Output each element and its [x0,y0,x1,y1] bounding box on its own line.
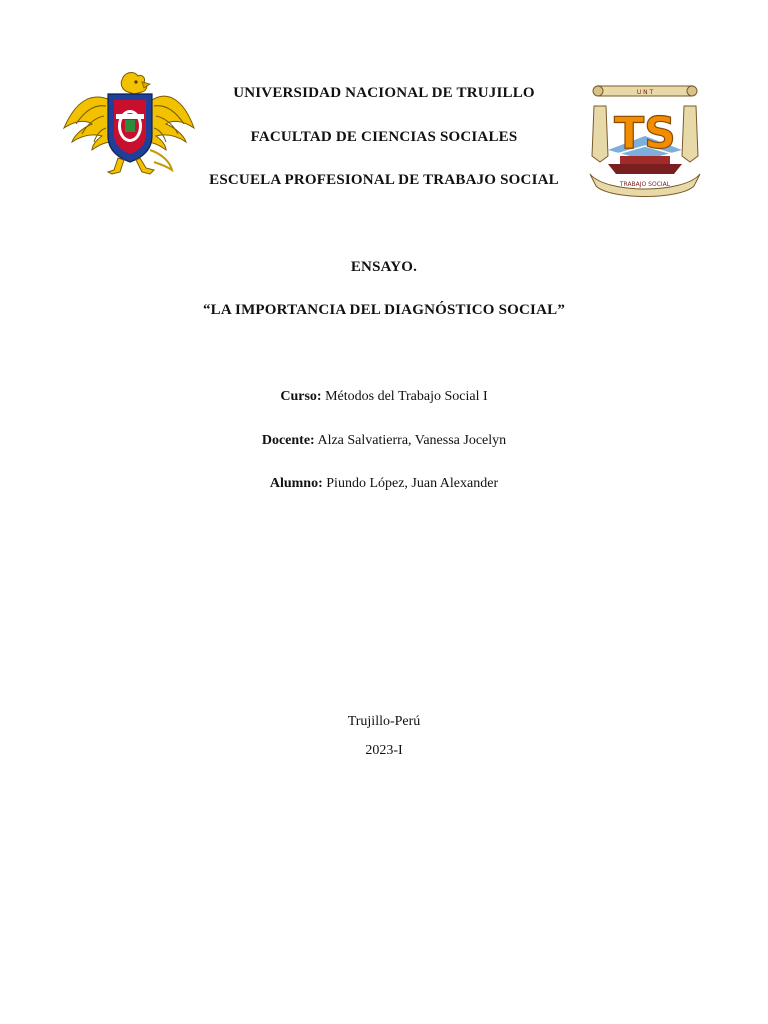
student-label: Alumno: [269,476,323,491]
student-value: Piundo López, Juan Alexander [326,476,499,491]
term-text: 2023-I [365,743,403,758]
document-title: “LA IMPORTANCIA DEL DIAGNÓSTICO SOCIAL” [202,302,566,318]
place-text: Trujillo-Perú [347,714,421,729]
ts-monogram: TS [614,108,676,159]
teacher-value: Alza Salvatierra, Vanessa Jocelyn [317,433,507,448]
teacher-label: Docente: [261,433,315,448]
course-value: Métodos del Trabajo Social I [325,389,488,404]
course-line [0,389,768,405]
faculty-name: FACULTAD DE CIENCIAS SOCIALES [250,129,518,145]
document-type: ENSAYO. [350,259,418,275]
teacher-line [0,433,768,449]
course-label: Curso: [280,389,322,404]
student-line [0,476,768,492]
ribbon-top-text: U N T [636,89,654,96]
school-name: ESCUELA PROFESIONAL DE TRABAJO SOCIAL [209,172,559,188]
university-name: UNIVERSIDAD NACIONAL DE TRUJILLO [233,85,535,101]
ribbon-bottom-text: TRABAJO SOCIAL [619,181,671,188]
